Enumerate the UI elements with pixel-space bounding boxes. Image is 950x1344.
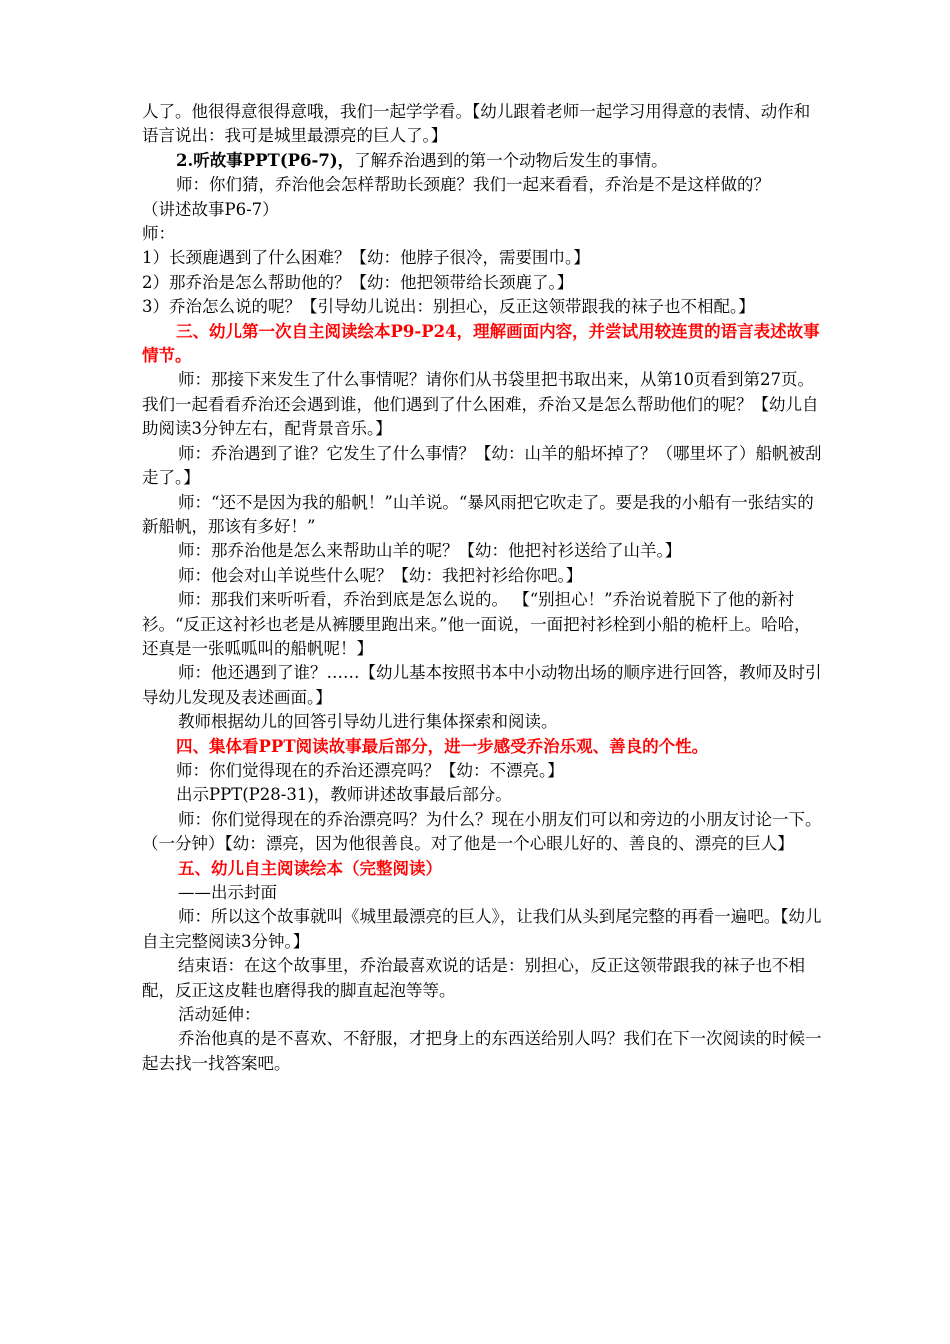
step-2-title: 2.听故事PPT(P6-7)， <box>176 150 355 170</box>
paragraph-goat-problem: 师：乔治遇到了谁？它发生了什么事情？【幼：山羊的船坏掉了？（哪里坏了）船帆被刮走了。】 <box>142 443 822 488</box>
section-heading-4: 四、集体看PPT阅读故事最后部分，进一步感受乔治乐观、善良的个性。 <box>176 736 709 756</box>
paragraph-extension: 乔治他真的是不喜欢、不舒服，才把身上的东西送给别人吗？我们在下一次阅读的时候一起去找一找答案吧。 <box>142 1029 822 1073</box>
section-heading-3: 三、幼儿第一次自主阅读绘本P9-P24，理解画面内容，并尝试用较连贯的语言表述故事情节。 <box>142 321 820 366</box>
paragraph-reading: 师：那接下来发生了什么事情呢？请你们从书袋里把书取出来，从第10页看到第27页。我们一起看看乔治还会遇到谁，他们遇到了什么困难，乔治又是怎么帮助他们的呢？【幼儿自助阅读3分钟左右，配背景音乐。】 <box>142 370 819 439</box>
paragraph-george-says: 师：那我们来听听看，乔治到底是怎么说的。 【“别担心！”乔治说着脱下了他的新衬衫。“反正这衬衫也老是从裤腰里跑出来。”他一面说，一面把衬衫栓到小船的桅杆上。哈哈，还真是一张呱呱叫的船帆呢！】 <box>142 590 811 658</box>
document-body <box>142 100 822 1076</box>
paragraph-conclusion: 结束语：在这个故事里，乔治最喜欢说的话是：别担心，反正这领带跟我的袜子也不相配，反正这皮鞋也磨得我的脚直起泡等等。 <box>142 956 805 1000</box>
step-2-desc: 了解乔治遇到的第一个动物后发生的事情。 <box>354 150 668 170</box>
paragraph-still-pretty: 师：你们觉得现在的乔治还漂亮吗？【幼：不漂亮。】 <box>176 760 564 780</box>
paragraph-goat-quote: 师：“还不是因为我的船帆！”山羊说。“暴风雨把它吹走了。要是我的小船有一张结实的新船帆，那该有多好！” <box>142 492 814 536</box>
paragraph-step-2 <box>142 149 822 173</box>
question-2: 2）那乔治是怎么帮助他的？【幼：他把领带给长颈鹿了。】 <box>142 272 574 292</box>
question-3: 3）乔治怎么说的呢？【引导幼儿说出：别担心，反正这领带跟我的袜子也不相配。】 <box>142 297 755 317</box>
paragraph-intro: 人了。他很得意很得意哦，我们一起学学看。【幼儿跟着老师一起学习用得意的表情、动作和语言说出：我可是城里最漂亮的巨人了。】 <box>142 102 811 146</box>
paragraph-title-story: 师：所以这个故事就叫《城里最漂亮的巨人》，让我们从头到尾完整的再看一遍吧。【幼儿自主完整阅读3分钟。】 <box>142 907 822 951</box>
paragraph-story-note: （讲述故事P6-7） <box>142 199 279 219</box>
paragraph-goat-words: 师：他会对山羊说些什么呢？【幼：我把衬衫给你吧。】 <box>178 565 583 585</box>
section-heading-5: 五、幼儿自主阅读绘本（完整阅读） <box>178 858 442 878</box>
paragraph-who-else: 师：他还遇到了谁？……【幼儿基本按照书本中小动物出场的顺序进行回答，教师及时引导幼儿发现及表述画面。】 <box>142 663 822 707</box>
paragraph-goat-help: 师：那乔治他是怎么来帮助山羊的呢？【幼：他把衬衫送给了山羊。】 <box>178 541 682 561</box>
paragraph-show-ppt: 出示PPT(P28-31)，教师讲述故事最后部分。 <box>176 785 512 805</box>
paragraph-teacher-label: 师： <box>142 224 175 244</box>
paragraph-discussion: 师：你们觉得现在的乔治漂亮吗？为什么？现在小朋友们可以和旁边的小朋友讨论一下。（一分钟）【幼：漂亮，因为他很善良。对了他是一个心眼儿好的、善良的、漂亮的巨人】 <box>142 809 822 854</box>
paragraph-extension-label: 活动延伸： <box>178 1005 261 1025</box>
question-1: 1）长颈鹿遇到了什么困难？【幼：他脖子很冷，需要围巾。】 <box>142 248 590 268</box>
paragraph-guide: 教师根据幼儿的回答引导幼儿进行集体探索和阅读。 <box>178 712 558 732</box>
paragraph-show-cover: ——出示封面 <box>178 883 277 902</box>
paragraph-teacher-question: 师：你们猜，乔治他会怎样帮助长颈鹿？我们一起来看看，乔治是不是这样做的？ <box>176 175 770 195</box>
